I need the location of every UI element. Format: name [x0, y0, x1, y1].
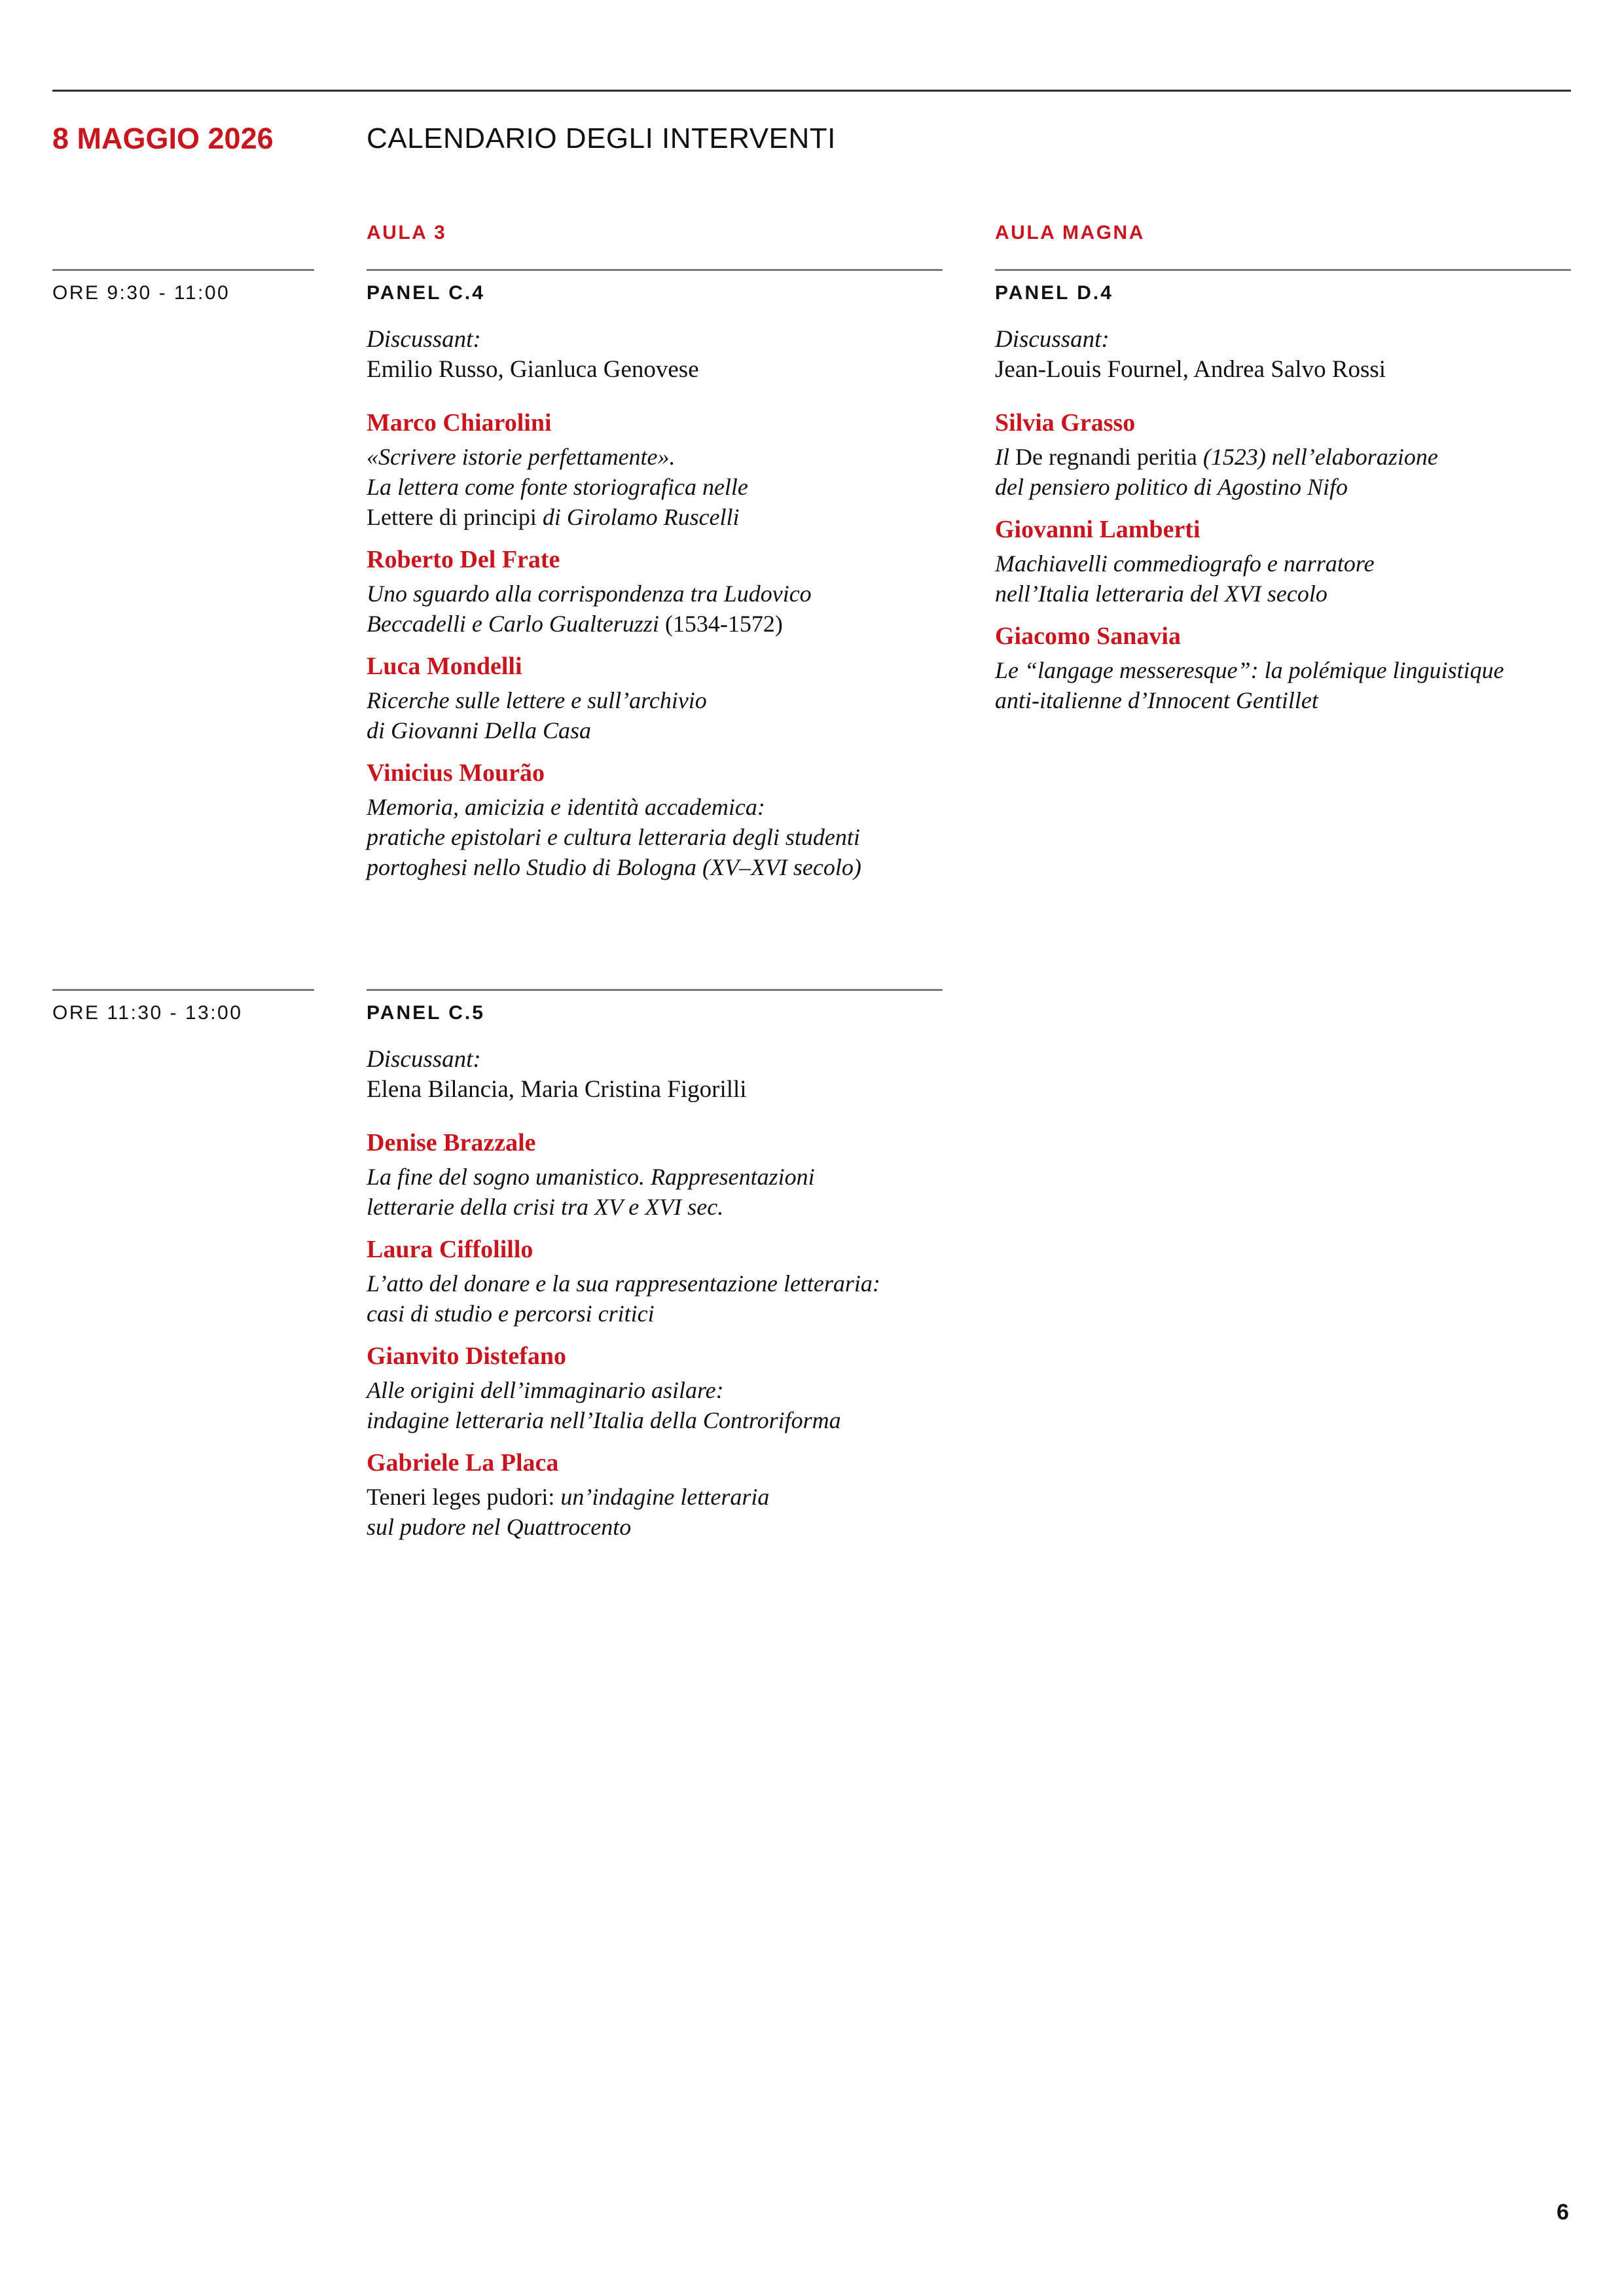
talk-title-line — [995, 579, 1571, 609]
discussant-names: Jean-Louis Fournel, Andrea Salvo Rossi — [995, 356, 1386, 383]
speaker-name: Giacomo Sanavia — [995, 622, 1181, 650]
discussant-names: Emilio Russo, Gianluca Genovese — [367, 356, 699, 383]
talk-title-line — [367, 822, 943, 852]
talk-title-line — [367, 1299, 943, 1329]
speaker-name: Vinicius Mourão — [367, 759, 545, 787]
room-heading-aula-3: AULA 3 — [367, 222, 447, 243]
talk-title-line — [367, 852, 943, 882]
talk-item — [995, 621, 1571, 715]
title-segment: Il — [995, 444, 1015, 470]
title-segment: di Giovanni Della Casa — [367, 717, 591, 744]
speaker-name: Silvia Grasso — [995, 409, 1136, 437]
talk-title-line — [367, 579, 943, 609]
talk-title-line — [995, 685, 1571, 715]
talk-title-line — [367, 685, 943, 715]
talk-title — [367, 579, 943, 639]
event-date: 8 MAGGIO 2026 — [52, 122, 274, 155]
talk-item — [367, 408, 943, 532]
time-rule — [52, 269, 314, 271]
talk-title-line — [995, 655, 1571, 685]
talk-item — [367, 1234, 943, 1329]
talk-item — [995, 514, 1571, 609]
title-segment: sul pudore nel Quattrocento — [367, 1514, 632, 1540]
title-segment: del pensiero politico di Agostino Nifo — [995, 474, 1348, 500]
title-segment: Uno sguardo alla corrispondenza tra Ludovico — [367, 581, 812, 607]
talk-title-line — [367, 502, 943, 532]
speaker-name: Marco Chiarolini — [367, 409, 552, 437]
talk-item — [367, 1128, 943, 1222]
talk-item — [367, 758, 943, 882]
talk-title-line — [367, 1482, 943, 1512]
discussant-label: Discussant: — [995, 326, 1110, 353]
talk-title — [367, 1268, 943, 1329]
title-segment: letterarie della crisi tra XV e XVI sec. — [367, 1194, 724, 1220]
title-segment: casi di studio e percorsi critici — [367, 1300, 655, 1327]
title-segment: L’atto del donare e la sua rappresentazione letteraria: — [367, 1270, 880, 1297]
talk-title — [367, 1162, 943, 1222]
title-segment: anti-italienne d’Innocent Gentillet — [995, 687, 1318, 713]
page-number: 6 — [1557, 2200, 1569, 2225]
talk-title-line — [995, 548, 1571, 579]
talk-title-line — [367, 1512, 943, 1542]
speaker-name: Giovanni Lamberti — [995, 516, 1200, 543]
page-title: CALENDARIO DEGLI INTERVENTI — [367, 122, 836, 154]
talk-title-line — [367, 792, 943, 822]
talk-title-line — [367, 1192, 943, 1222]
talk-title-line — [367, 609, 943, 639]
title-segment: De regnandi peritia — [1015, 444, 1203, 470]
title-segment: (1534-1572) — [664, 611, 783, 637]
speaker-name: Denise Brazzale — [367, 1129, 536, 1157]
discussant-names: Elena Bilancia, Maria Cristina Figorilli — [367, 1076, 747, 1103]
talk-title-line — [367, 442, 943, 472]
title-segment: indagine letteraria nell’Italia della Controriforma — [367, 1407, 841, 1433]
discussant-label: Discussant: — [367, 1046, 481, 1073]
talk-title-line — [367, 472, 943, 502]
talk-title — [367, 685, 943, 745]
title-segment: «Scrivere istorie perfettamente». — [367, 444, 676, 470]
panel-block — [995, 268, 1571, 715]
title-segment: Le “langage messeresque”: la polémique linguistique — [995, 657, 1504, 683]
talk-item — [367, 651, 943, 745]
title-segment: La lettera come fonte storiografica nelle — [367, 474, 748, 500]
talk-title-line — [367, 1268, 943, 1299]
title-segment: Machiavelli commediografo e narratore — [995, 550, 1375, 577]
talk-title-line — [367, 715, 943, 745]
talk-item — [995, 408, 1571, 502]
talk-title-line — [367, 1375, 943, 1405]
talk-title — [995, 548, 1571, 609]
title-segment: Memoria, amicizia e identità accademica: — [367, 794, 765, 820]
title-segment: di Girolamo Ruscelli — [542, 504, 740, 530]
talk-title — [995, 655, 1571, 715]
speaker-name: Gianvito Distefano — [367, 1342, 567, 1370]
session-time: ORE 9:30 - 11:00 — [52, 282, 230, 304]
talk-title — [367, 1482, 943, 1542]
talk-item — [367, 1341, 943, 1435]
top-rule — [52, 90, 1571, 92]
title-segment: La fine del sogno umanistico. Rappresentazioni — [367, 1164, 815, 1190]
title-segment: Lettere di principi — [367, 504, 543, 530]
speaker-name: Roberto Del Frate — [367, 546, 560, 573]
panel-label: PANEL C.4 — [367, 282, 485, 304]
talk-list — [995, 408, 1571, 715]
talk-title-line — [367, 1162, 943, 1192]
talk-list — [367, 408, 943, 882]
talk-title — [995, 442, 1571, 502]
title-segment: portoghesi nello Studio di Bologna (XV–XVI secolo) — [367, 854, 861, 880]
panel-label: PANEL C.5 — [367, 1002, 485, 1024]
talk-title-line — [995, 472, 1571, 502]
title-segment: un’indagine letteraria — [560, 1484, 770, 1510]
talk-list — [367, 1128, 943, 1542]
talk-title-line — [367, 1405, 943, 1435]
title-segment: Beccadelli e Carlo Gualteruzzi — [367, 611, 665, 637]
title-segment: Alle origini dell’immaginario asilare: — [367, 1377, 724, 1403]
panel-block — [367, 268, 943, 882]
talk-title — [367, 442, 943, 532]
speaker-name: Luca Mondelli — [367, 653, 522, 680]
panel-block — [367, 988, 943, 1542]
session-time: ORE 11:30 - 13:00 — [52, 1002, 243, 1024]
talk-title — [367, 1375, 943, 1435]
talk-title — [367, 792, 943, 882]
time-rule — [52, 989, 314, 991]
panel-label: PANEL D.4 — [995, 282, 1113, 304]
title-segment: nell’Italia letteraria del XVI secolo — [995, 581, 1327, 607]
title-segment: Teneri leges pudori: — [367, 1484, 561, 1510]
talk-item — [367, 1448, 943, 1542]
title-segment: Ricerche sulle lettere e sull’archivio — [367, 687, 707, 713]
discussant-label: Discussant: — [367, 326, 481, 353]
title-segment: pratiche epistolari e cultura letteraria degli studenti — [367, 824, 860, 850]
speaker-name: Laura Ciffolillo — [367, 1236, 533, 1263]
talk-item — [367, 545, 943, 639]
talk-title-line — [995, 442, 1571, 472]
title-segment: (1523) nell’elaborazione — [1202, 444, 1438, 470]
room-heading-aula-magna: AULA MAGNA — [995, 222, 1145, 243]
speaker-name: Gabriele La Placa — [367, 1449, 559, 1477]
